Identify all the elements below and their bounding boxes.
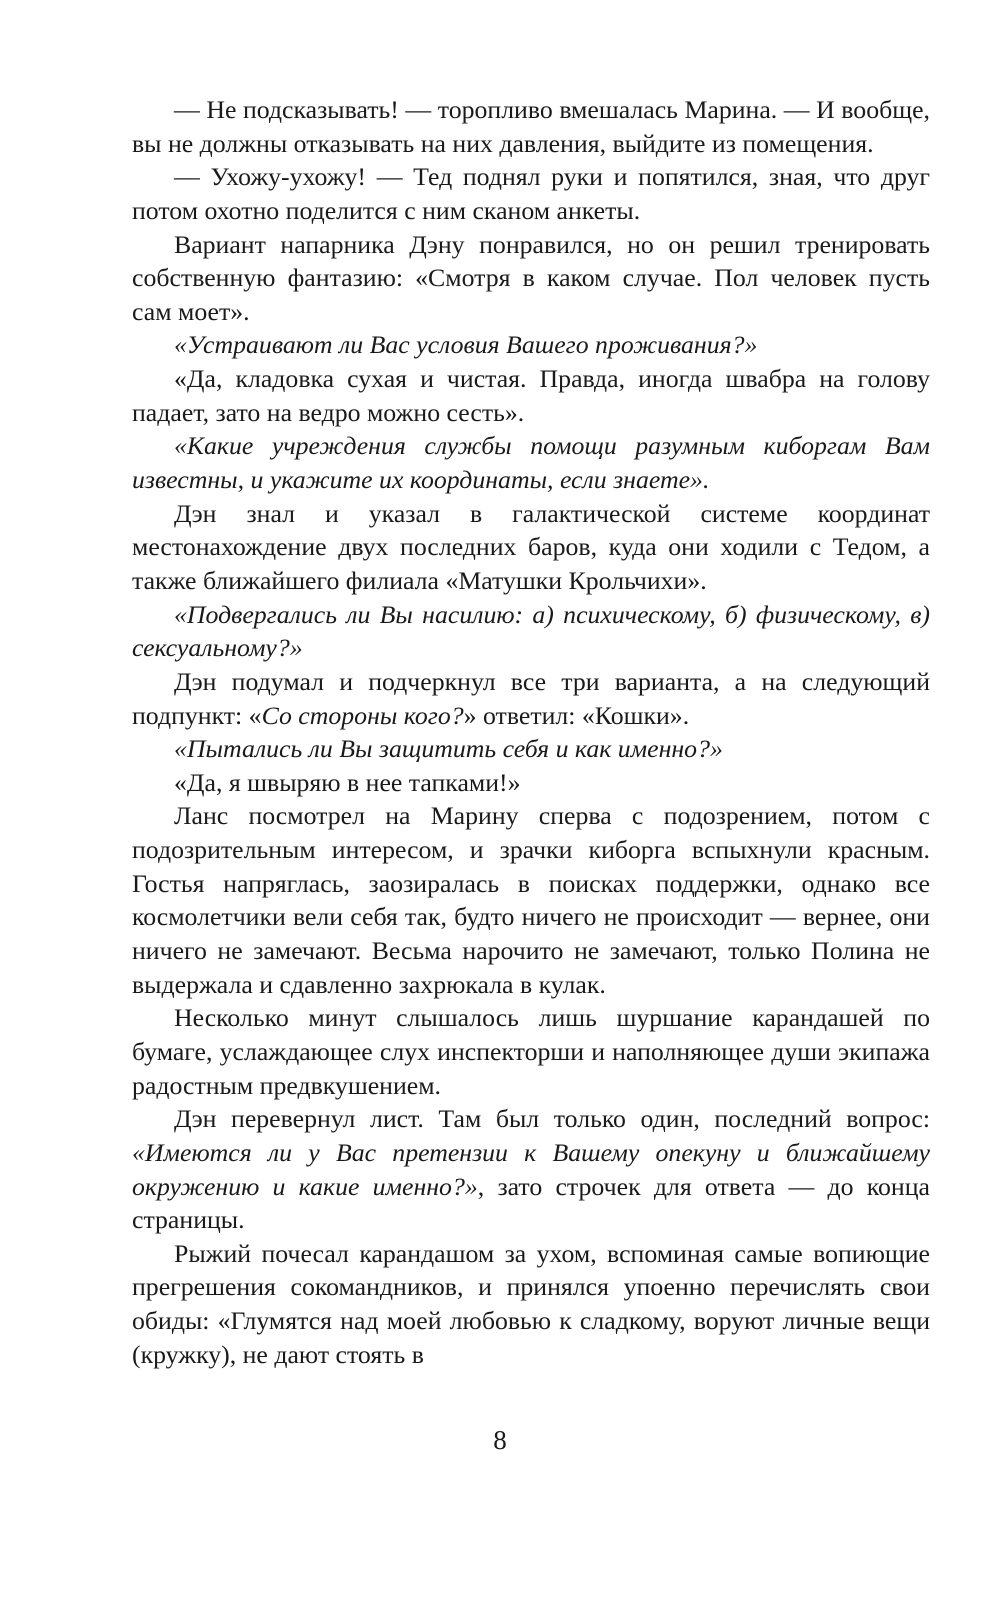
text-segment: Рыжий почесал карандашом за ухом, вспоминая самые вопиющие прегрешения сокомандников, и принялся упоенно перечислять свои обиды: «Глумятся над моей любовью к сладкому, воруют личные вещи (кружку), не дают стоять в <box>132 1238 930 1369</box>
paragraph <box>132 766 930 800</box>
text-segment: — Не подсказывать! — торопливо вмешалась Марина. — И вообще, вы не должны отказывать на них давления, выйдите из помещения. <box>132 95 930 158</box>
paragraph <box>132 732 930 766</box>
text-segment: » ответил: «Кошки». <box>463 700 690 730</box>
paragraph <box>132 799 930 1001</box>
italic-question-text: «Имеются ли у Вас претензии к Вашему опекуну и ближайшему окружению и какие именно?» <box>132 1137 930 1201</box>
paragraph <box>132 598 930 665</box>
paragraph <box>132 160 930 227</box>
italic-question-text: «Подвергались ли Вы насилию: а) психическому, б) физическому, в) сексуальному?» <box>132 599 930 663</box>
paragraph <box>132 1102 930 1237</box>
paragraph <box>132 665 930 732</box>
text-segment: Вариант напарника Дэну понравился, но он решил тренировать собственную фантазию: «Смотря в каком случае. Пол человек пусть сам моет». <box>132 229 930 326</box>
text-segment: , зато строчек для ответа — до конца страницы. <box>132 1171 930 1235</box>
text-segment: «Да, кладовка сухая и чистая. Правда, иногда швабра на голову падает, зато на ведро можно сесть». <box>132 364 930 427</box>
text-segment: Несколько минут слышалось лишь шуршание карандашей по бумаге, услаждающее слух инспекторши и наполняющее души экипажа радостным предвкушением. <box>132 1003 930 1100</box>
paragraph <box>132 362 930 429</box>
text-segment: Дэн знал и указал в галактической системе координат местонахождение двух последних баров, куда они ходили с Тедом, а также ближайшего филиала «Матушки Крольчихи». <box>132 498 930 595</box>
paragraph <box>132 328 930 362</box>
text-segment: Ланс посмотрел на Марину сперва с подозрением, потом с подозрительным интересом, и зрачки киборга вспыхнули красным. Гостья напряглась, заозиралась в поисках поддержки, однако все космолетчики вели себя так, будто ничего не происходит — вернее, они ничего не замечают. Весьма нарочито не замечают, только Полина не выдержала и сдавленно захрюкала в кулак. <box>132 801 930 999</box>
text-segment: Дэн подумал и подчеркнул все три варианта, а на следующий подпункт: « <box>132 666 930 730</box>
italic-question-text: «Устраивают ли Вас условия Вашего проживания?» <box>174 330 758 360</box>
paragraph <box>132 1237 930 1372</box>
paragraph <box>132 228 930 329</box>
page-text <box>132 93 930 1371</box>
text-segment: Дэн перевернул лист. Там был только один, последний вопрос: <box>174 1104 930 1134</box>
paragraph <box>132 93 930 160</box>
text-segment: — Ухожу-ухожу! — Тед поднял руки и попятился, зная, что друг потом охотно поделится с ним сканом анкеты. <box>132 162 930 225</box>
italic-question-text: Со стороны кого? <box>261 700 464 730</box>
italic-question-text: «Какие учреждения службы помощи разумным киборгам Вам известны, и укажите их координаты, если знаете». <box>132 431 930 495</box>
paragraph <box>132 497 930 598</box>
paragraph <box>132 1001 930 1102</box>
paragraph <box>132 429 930 496</box>
text-segment: «Да, я швыряю в нее тапками!» <box>174 767 521 797</box>
page-number: 8 <box>493 1425 507 1455</box>
italic-question-text: «Пытались ли Вы защитить себя и как именно?» <box>174 734 723 764</box>
